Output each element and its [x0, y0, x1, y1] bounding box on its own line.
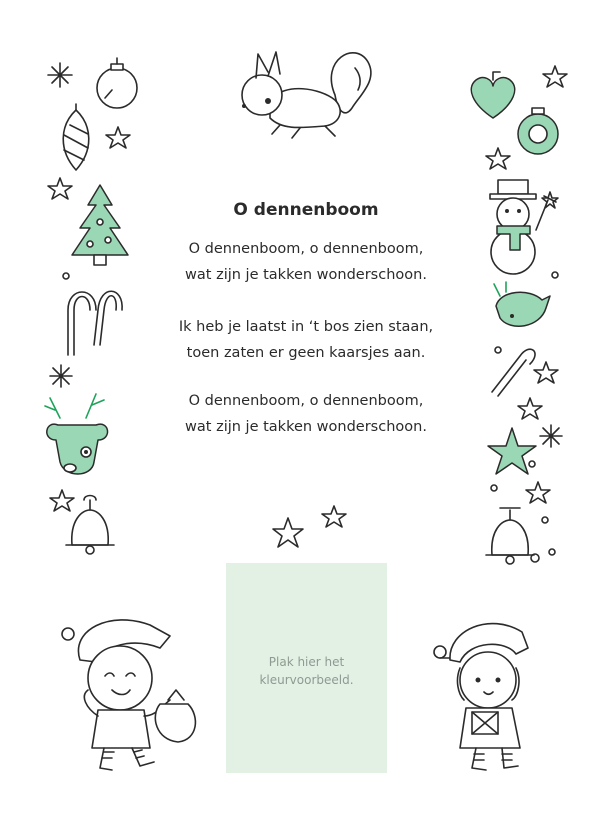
star-icon: [50, 490, 74, 511]
snowman-icon: [490, 180, 556, 274]
verse-line: toen zaten er geen kaarsjes aan.: [186, 345, 426, 361]
dot: [552, 272, 558, 278]
snowflake-icon: [48, 63, 72, 87]
verse-line: wat zijn je takken wonderschoon.: [185, 267, 427, 283]
verse-2: [140, 314, 472, 366]
verse-line: O dennenboom, o dennenboom,: [188, 241, 424, 257]
star-icon: [518, 362, 558, 419]
dot: [491, 485, 497, 491]
verse-3: [140, 388, 472, 440]
verse-line: Ik heb je laatst in ‘t bos zien staan,: [178, 319, 434, 335]
dot: [63, 273, 69, 279]
squirrel-illustration: [242, 52, 371, 138]
heart-ornament-icon: [471, 72, 514, 118]
placeholder-label: [226, 653, 387, 689]
bauble-icon: [97, 58, 137, 108]
coloring-example-placeholder: [226, 563, 387, 773]
verse-line: wat zijn je takken wonderschoon.: [185, 419, 427, 435]
candy-cane-icon: [492, 349, 535, 396]
star-icon: [273, 506, 346, 547]
placeholder-line: Plak hier het: [268, 655, 345, 669]
bird-icon: [494, 282, 550, 326]
verse-1: [140, 236, 472, 288]
bauble-icon: [518, 108, 558, 154]
snowflake-icon: [50, 365, 72, 387]
star-icon: [543, 66, 567, 87]
bell-icon: [66, 496, 114, 555]
elf-girl-illustration: [434, 624, 528, 770]
song-title: O dennenboom: [233, 200, 379, 220]
bell-icon: [486, 508, 534, 564]
dot: [495, 347, 501, 353]
dot: [529, 461, 535, 467]
dot: [549, 549, 555, 555]
dot: [542, 517, 548, 523]
verse-line: O dennenboom, o dennenboom,: [188, 393, 424, 409]
dot: [531, 554, 539, 562]
snowflake-icon: [540, 425, 562, 447]
pinecone-ornament-icon: [63, 104, 89, 170]
star-icon: [488, 428, 550, 503]
elf-boy-illustration: [62, 620, 195, 770]
christmas-tree-icon: [72, 185, 128, 265]
reindeer-icon: [45, 394, 108, 474]
candy-cane-icon: [68, 291, 122, 355]
placeholder-line: kleurvoorbeeld.: [259, 673, 354, 687]
